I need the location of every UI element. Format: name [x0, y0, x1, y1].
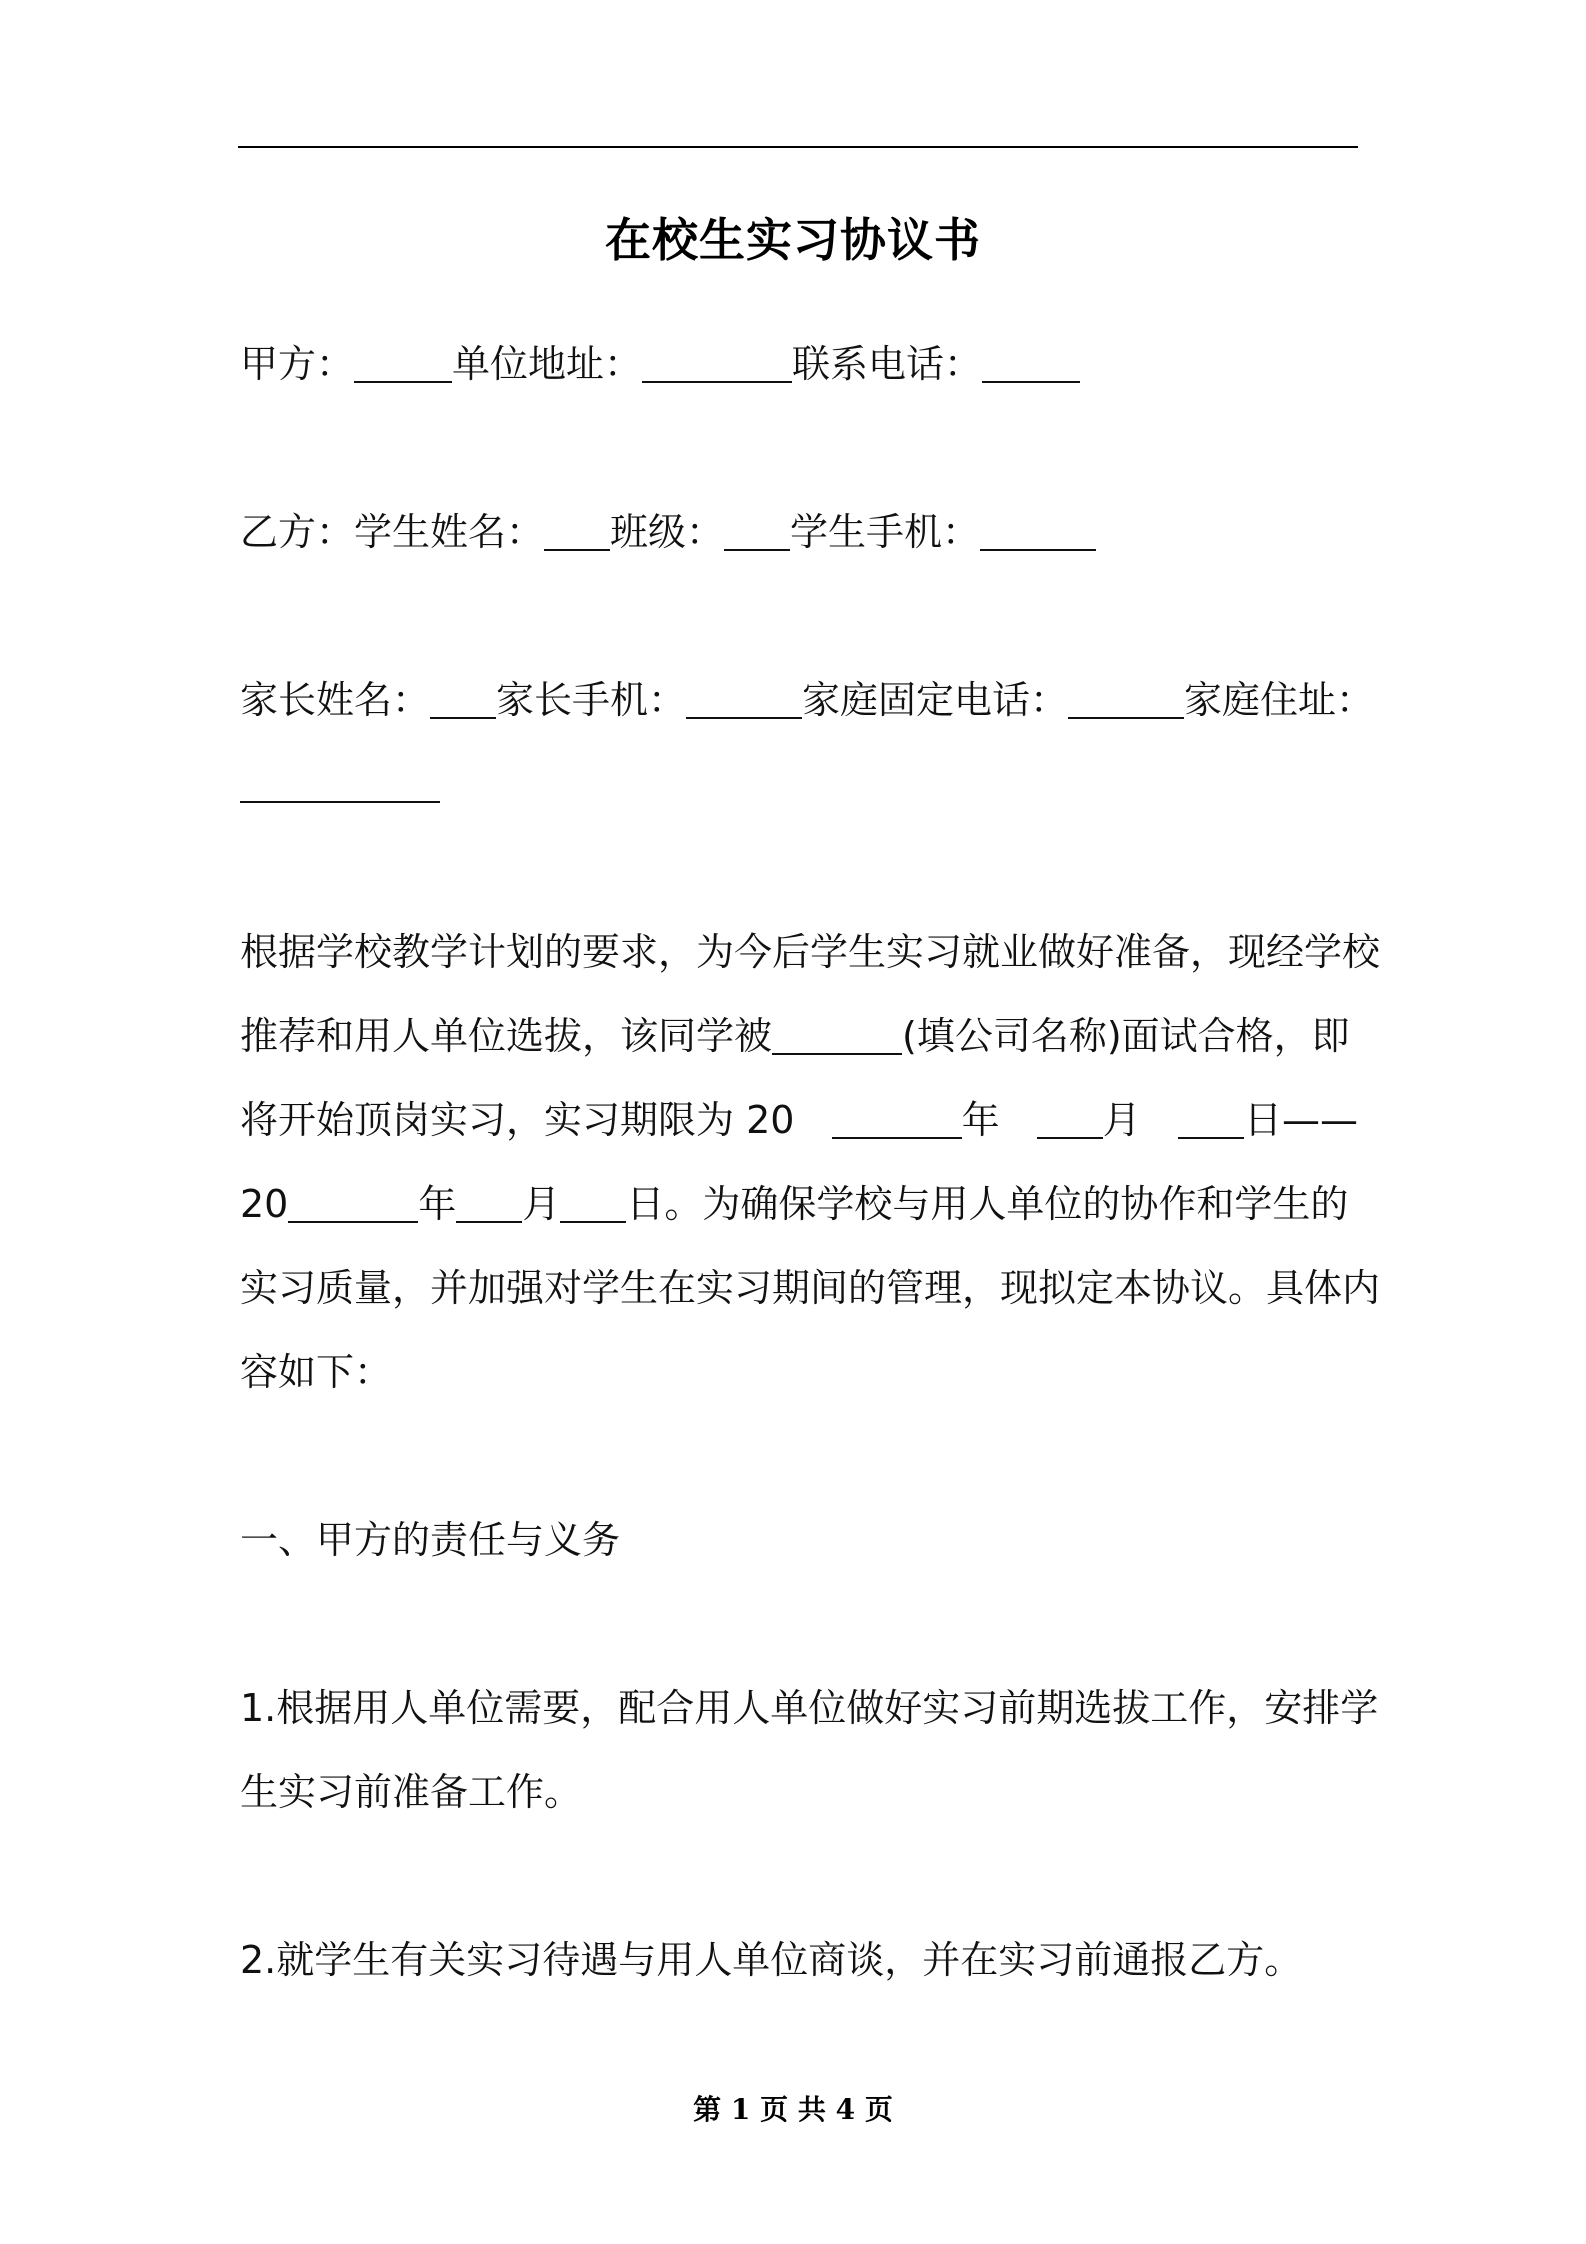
party-a-label: 甲方： [240, 342, 355, 386]
intro-line-1: 根据学校教学计划的要求，为今后学生实习就业做好准备，现经学校 [240, 930, 1381, 974]
home-phone-blank [1068, 679, 1184, 719]
home-address-line [240, 742, 1358, 826]
home-phone-label: 家庭固定电话： [802, 678, 1069, 722]
class-label: 班级： [610, 510, 725, 554]
document-body [240, 322, 1381, 2002]
student-name-blank [544, 511, 610, 551]
student-name-label: 学生姓名： [354, 510, 545, 554]
start-year-group [832, 1078, 1000, 1162]
end-month-unit: 月 [522, 1182, 561, 1226]
intro-line-2-text-a: 推荐和用人单位选拔，该同学被 [240, 1014, 773, 1058]
spacer [240, 1582, 1358, 1666]
start-day-group [1178, 1078, 1358, 1162]
item-1-line-1: 1.根据用人单位需要，配合用人单位做好实习前期选拔工作，安排学 [240, 1686, 1379, 1730]
header-rule [238, 146, 1358, 148]
contact-phone-blank [982, 343, 1080, 383]
student-mobile-blank [980, 511, 1096, 551]
spacer [240, 1414, 1358, 1498]
company-name-blank [772, 1015, 902, 1055]
spacer [240, 574, 1358, 658]
start-year-blank [832, 1099, 962, 1139]
intro-line-2 [240, 994, 1358, 1078]
spacer [240, 1834, 1358, 1918]
contact-phone-label: 联系电话： [792, 342, 983, 386]
class-blank [724, 511, 790, 551]
start-month-unit: 月 [1102, 1098, 1141, 1142]
end-month-blank [456, 1183, 522, 1223]
parent-line [240, 658, 1375, 742]
spacer [240, 406, 1358, 490]
student-mobile-label: 学生手机： [790, 510, 981, 554]
home-address-label: 家庭住址： [1184, 678, 1375, 722]
parent-name-blank [430, 679, 496, 719]
parent-mobile-label: 家长手机： [496, 678, 687, 722]
intro-line-4-text: 日。为确保学校与用人单位的协作和学生的 [626, 1182, 1349, 1226]
unit-address-label: 单位地址： [452, 342, 643, 386]
party-b-label: 乙方： [240, 510, 355, 554]
end-year-unit: 年 [418, 1182, 457, 1226]
parent-name-label: 家长姓名： [240, 678, 431, 722]
intro-line-2-text-b: (填公司名称)面试合格，即 [902, 1014, 1350, 1058]
item-2: 2.就学生有关实习待遇与用人单位商谈，并在实习前通报乙方。 [240, 1938, 1303, 1982]
spacer [240, 826, 1358, 910]
intro-line-3-text: 将开始顶岗实习，实习期限为 20 [240, 1098, 795, 1142]
section-1-heading: 一、甲方的责任与义务 [240, 1518, 621, 1562]
party-a-line [240, 322, 1358, 406]
start-month-blank [1037, 1099, 1103, 1139]
end-year-prefix: 20 [240, 1182, 289, 1226]
end-year-blank [288, 1183, 418, 1223]
unit-address-blank [642, 343, 792, 383]
intro-line-4 [240, 1162, 1358, 1246]
party-b-line [240, 490, 1358, 574]
intro-line-5: 实习质量，并加强对学生在实习期间的管理，现拟定本协议。具体内 [240, 1266, 1381, 1310]
intro-line-6: 容如下： [240, 1350, 393, 1394]
parent-mobile-blank [686, 679, 802, 719]
home-address-blank [240, 763, 440, 803]
party-a-blank [354, 343, 452, 383]
intro-line-3 [240, 1078, 1358, 1162]
start-day-blank [1178, 1099, 1244, 1139]
start-month-group [1037, 1078, 1141, 1162]
start-day-unit: 日—— [1243, 1098, 1358, 1142]
page-footer: 第 1 页 共 4 页 [693, 2093, 893, 2126]
page-title: 在校生实习协议书 [605, 213, 981, 267]
start-year-unit: 年 [961, 1098, 1000, 1142]
end-day-blank [560, 1183, 626, 1223]
item-1-line-2: 生实习前准备工作。 [240, 1770, 583, 1814]
